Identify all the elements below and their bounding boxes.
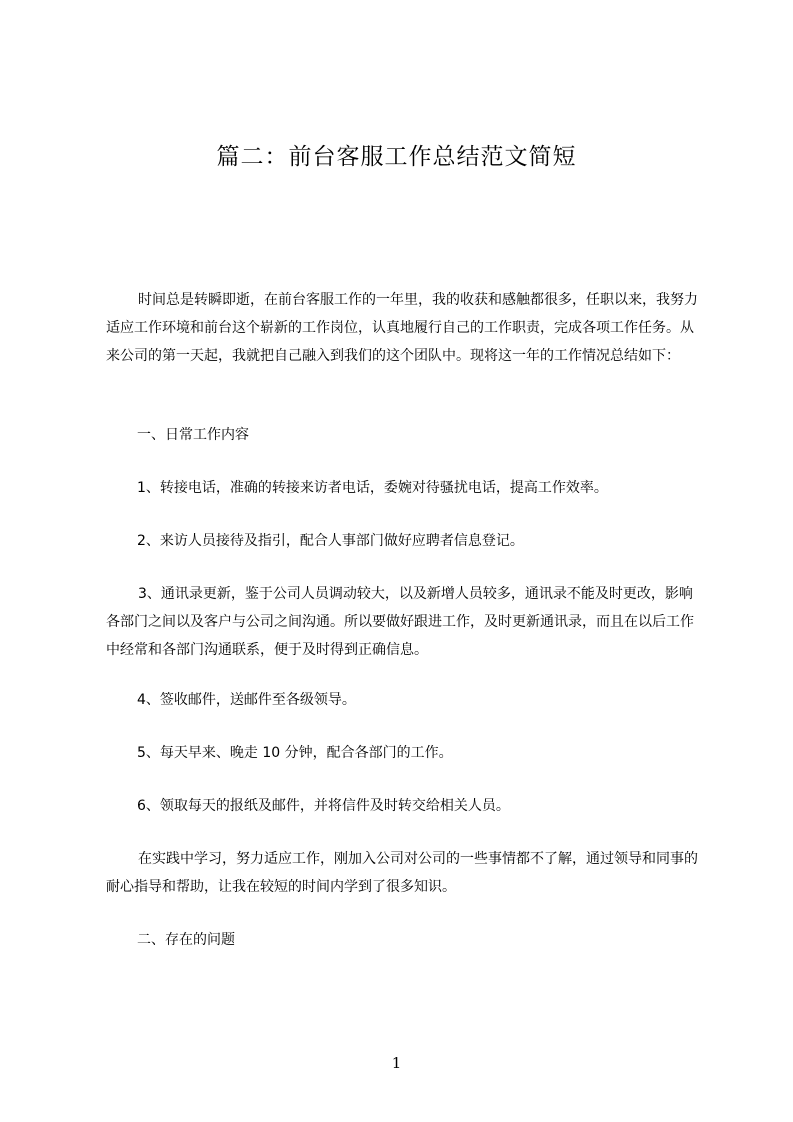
list-item: 1、转接电话，准确的转接来访者电话，委婉对待骚扰电话，提高工作效率。: [137, 480, 608, 496]
section-heading-daily-work: 一、日常工作内容: [137, 427, 249, 443]
document-title: 篇二：前台客服工作总结范文简短: [216, 144, 577, 170]
list-item: 6、领取每天的报纸及邮件，并将信件及时转交给相关人员。: [137, 798, 510, 814]
list-item: 4、签收邮件，送邮件至各级领导。: [137, 692, 356, 708]
list-item: 3、通讯录更新，鉴于公司人员调动较大，以及新增人员较多，通讯录不能及时更改，影响各部门之间以及客户与公司之间沟通。所以要做好跟进工作，及时更新通讯录，而且在以后工作中经常和各部门沟通联系，便于及时得到正确信息。: [106, 586, 694, 658]
summary-paragraph: 在实践中学习，努力适应工作，刚加入公司对公司的一些事情都不了解，通过领导和同事的耐心指导和帮助，让我在较短的时间内学到了很多知识。: [106, 851, 698, 895]
section-heading-problems: 二、存在的问题: [137, 932, 235, 948]
page-number: 1: [391, 1054, 402, 1072]
list-item: 5、每天早来、晚走 10 分钟，配合各部门的工作。: [137, 745, 453, 761]
intro-paragraph: 时间总是转瞬即逝，在前台客服工作的一年里，我的收获和感触都很多，任职以来，我努力适应工作环境和前台这个崭新的工作岗位，认真地履行自己的工作职责，完成各项工作任务。从来公司的第一天起，我就把自己融入到我们的这个团队中。现将这一年的工作情况总结如下：: [106, 292, 698, 364]
list-item: 2、来访人员接待及指引，配合人事部门做好应聘者信息登记。: [137, 533, 524, 549]
